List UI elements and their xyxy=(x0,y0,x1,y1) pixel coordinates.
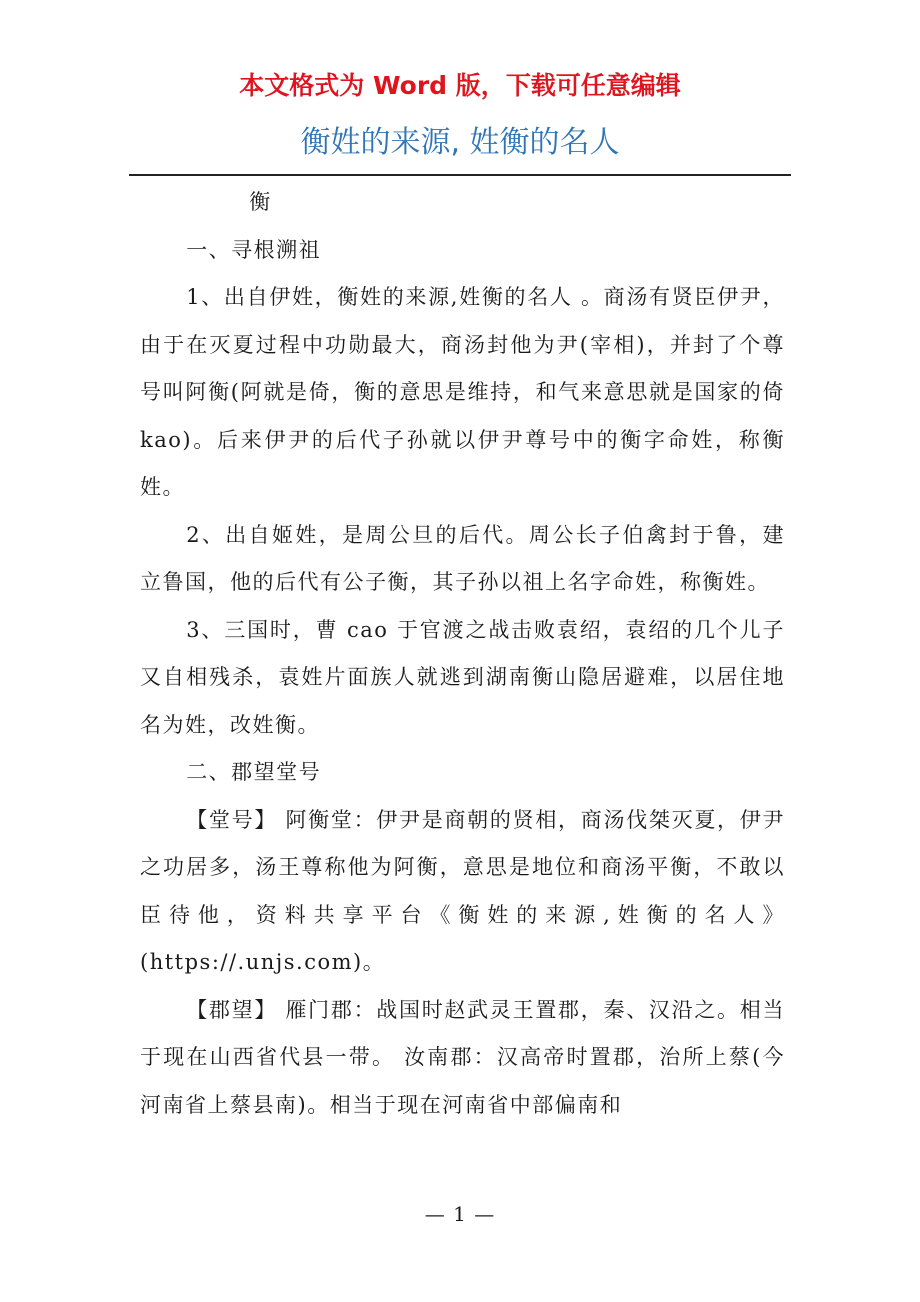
document-title: 衡姓的来源, 姓衡的名人 xyxy=(300,125,620,160)
section-heading: 一、寻根溯祖 xyxy=(186,237,322,262)
body-paragraph: 1、出自伊姓，衡姓的来源,姓衡的名人 。商汤有贤臣伊尹，由于在灭夏过程中功勋最大，商汤封他为尹(宰相)，并封了个尊号叫阿衡(阿就是倚，衡的意思是维持，和气来意思就是国家的倚 kao)。后来伊尹的后代子孙就以伊尹尊号中的衡字命姓，称衡姓。 xyxy=(140,285,785,499)
body-paragraph: 3、三国时，曹 cao 于官渡之战击败袁绍，袁绍的几个儿子又自相残杀，袁姓片面族人就逃到湖南衡山隐居避难，以居住地名为姓，改姓衡。 xyxy=(140,617,785,737)
section-heading: 二、郡望堂号 xyxy=(186,760,322,784)
page-number: — 1 — xyxy=(424,1202,496,1226)
body-paragraph: 衡 xyxy=(249,190,272,214)
body-paragraph: 2、出自姬姓，是周公旦的后代。周公长子伯禽封于鲁，建立鲁国，他的后代有公子衡，其子孙以祖上名字命姓，称衡姓。 xyxy=(140,522,785,594)
title-divider xyxy=(129,174,791,176)
document-body xyxy=(140,179,785,1129)
download-banner: 本文格式为 Word 版，下载可任意编辑 xyxy=(239,71,681,100)
body-paragraph: 【堂号】 阿衡堂：伊尹是商朝的贤相，商汤伐桀灭夏，伊尹之功居多，汤王尊称他为阿衡，意思是地位和商汤平衡，不敢以臣待他，资料共享平台《衡姓的来源,姓衡的名人》(https://.unjs.com)。 xyxy=(140,807,785,974)
body-paragraph: 【郡望】 雁门郡：战国时赵武灵王置郡，秦、汉沿之。相当于现在山西省代县一带。 汝南郡：汉高帝时置郡，治所上蔡(今河南省上蔡县南)。相当于现在河南省中部偏南和 xyxy=(140,997,785,1117)
